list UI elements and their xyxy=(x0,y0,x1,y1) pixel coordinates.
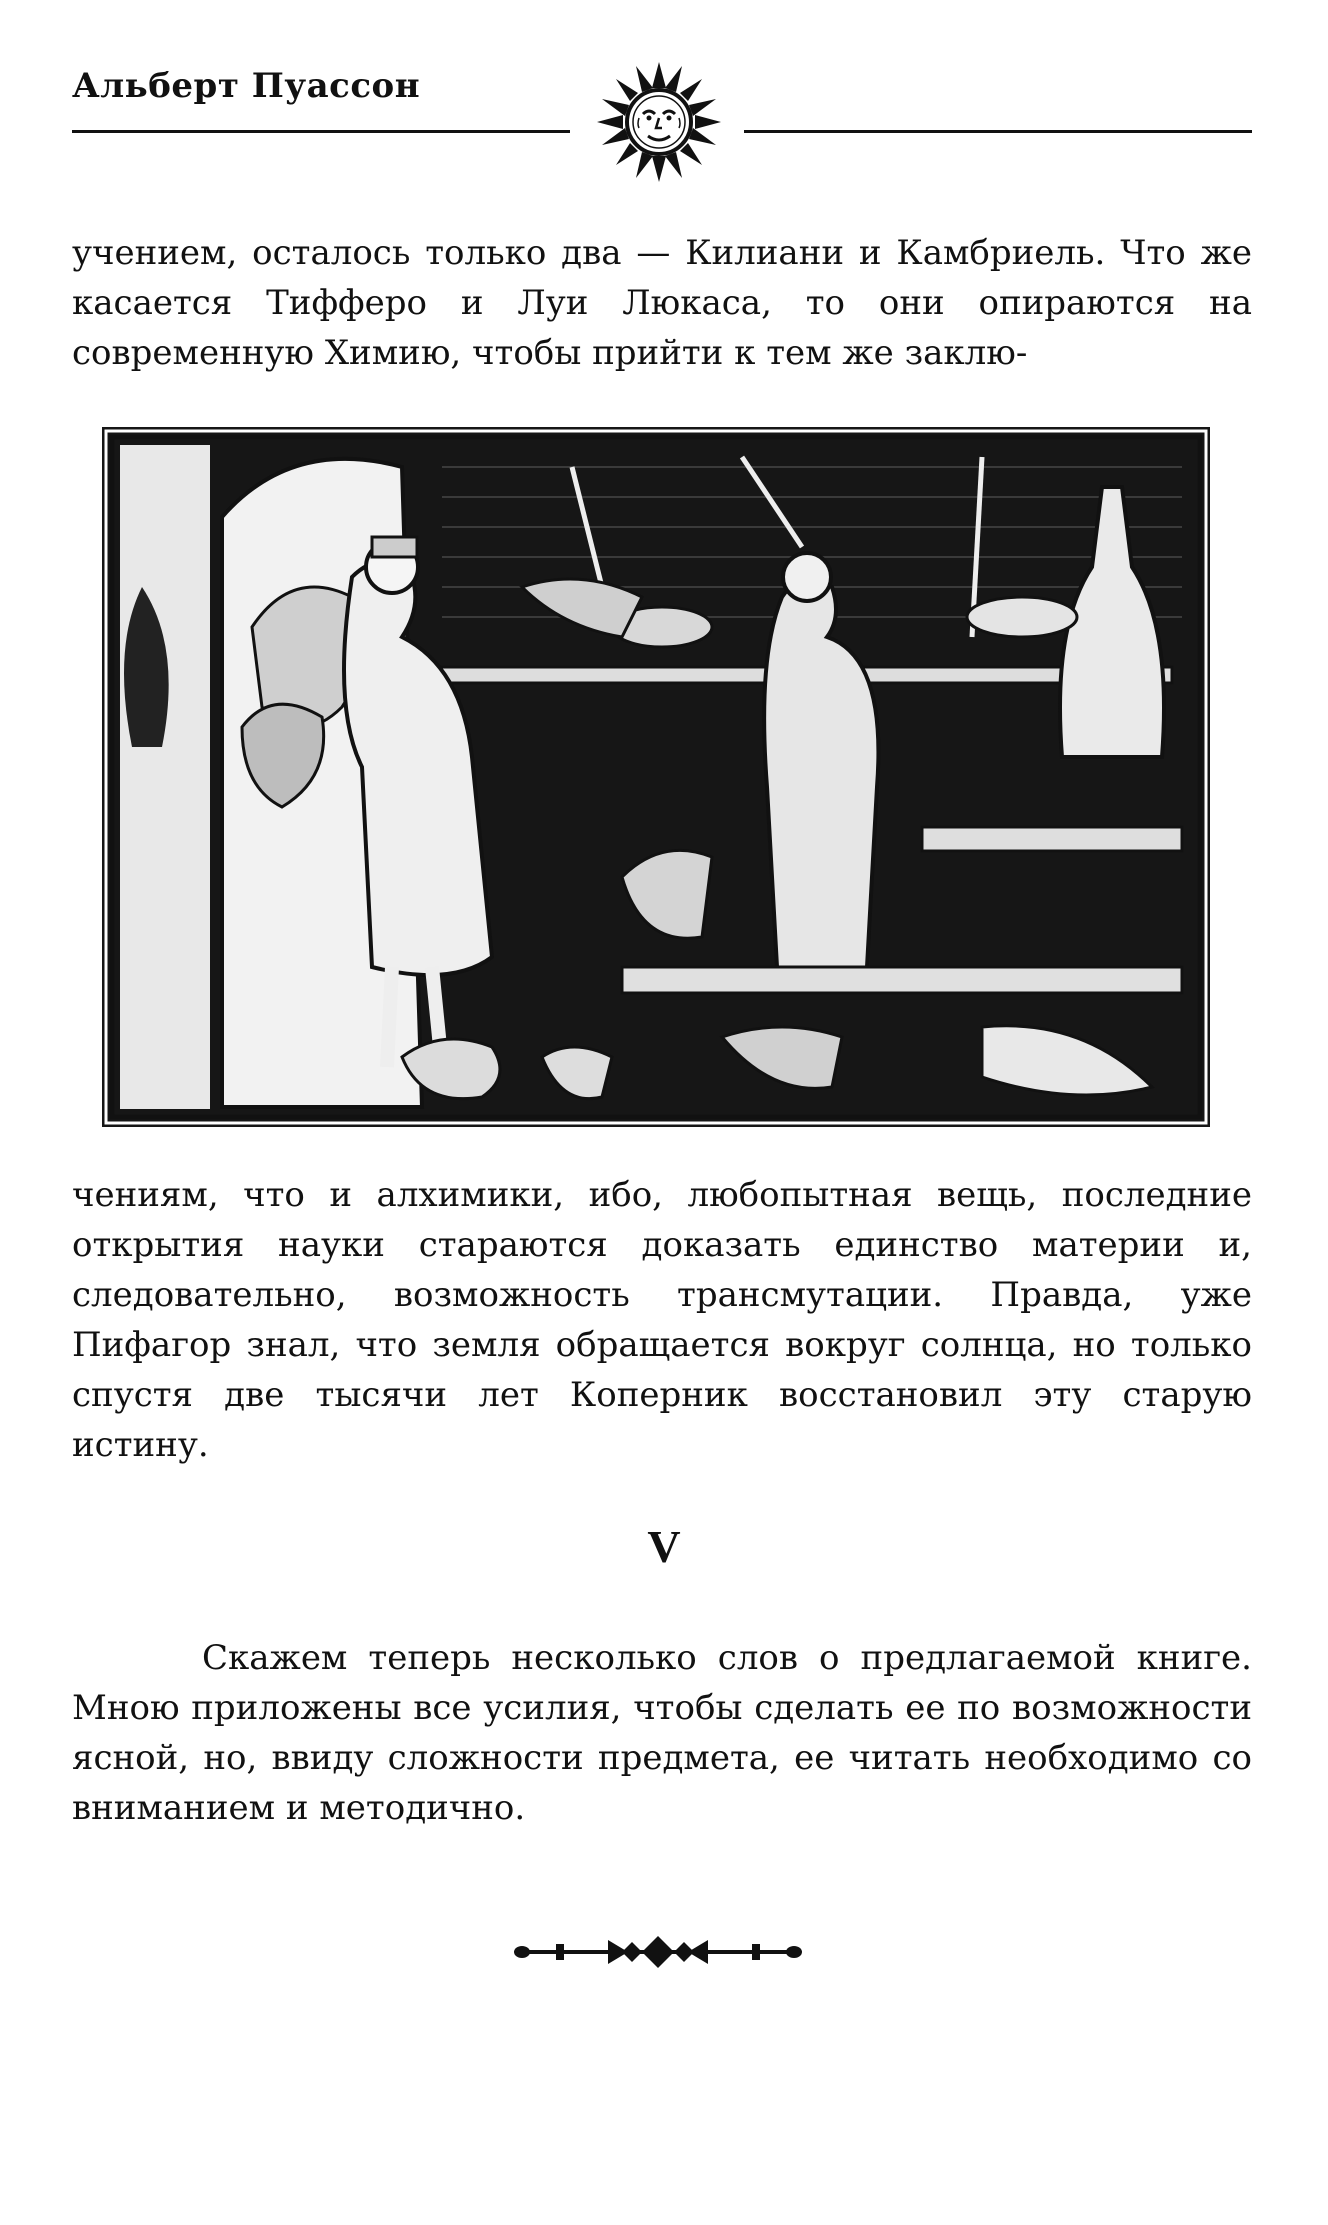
paragraph-bottom-text: Скажем теперь несколько слов о предлагаемой книге. Мною приложены все усилия, чтобы сделать ее по возможности ясной, но, ввиду сложности предмета, ее читать необходимо со вниманием и методично. xyxy=(72,1638,1252,1828)
running-head: Альберт Пуассон xyxy=(72,66,421,106)
header-rule-left xyxy=(72,130,570,133)
page-header xyxy=(72,60,1252,170)
header-rule-right xyxy=(744,130,1252,133)
paragraph-middle-text: чениям, что и алхимики, ибо, любопытная вещь, последние открытия науки стараются доказать единство материи и, следовательно, возможность трансмутации. Правда, уже Пифагор знал, что земля обращается вокруг солнца, но только спустя две тысячи лет Коперник восстановил эту старую истину. xyxy=(72,1175,1252,1465)
paragraph-top xyxy=(72,228,1252,378)
paragraph-bottom xyxy=(72,1633,1252,1833)
alchemist-workshop-engraving xyxy=(102,427,1210,1127)
sun-face-icon xyxy=(589,60,729,184)
section-number: V xyxy=(647,1521,681,1572)
paragraph-middle xyxy=(72,1170,1252,1470)
paragraph-top-text: учением, осталось только два — Килиани и Камбриель. Что же касается Тифферо и Луи Люкаса, то они опираются на современную Химию, чтобы прийти к тем же заклю- xyxy=(72,233,1252,373)
fleuron-ornament-icon xyxy=(508,1932,808,1972)
